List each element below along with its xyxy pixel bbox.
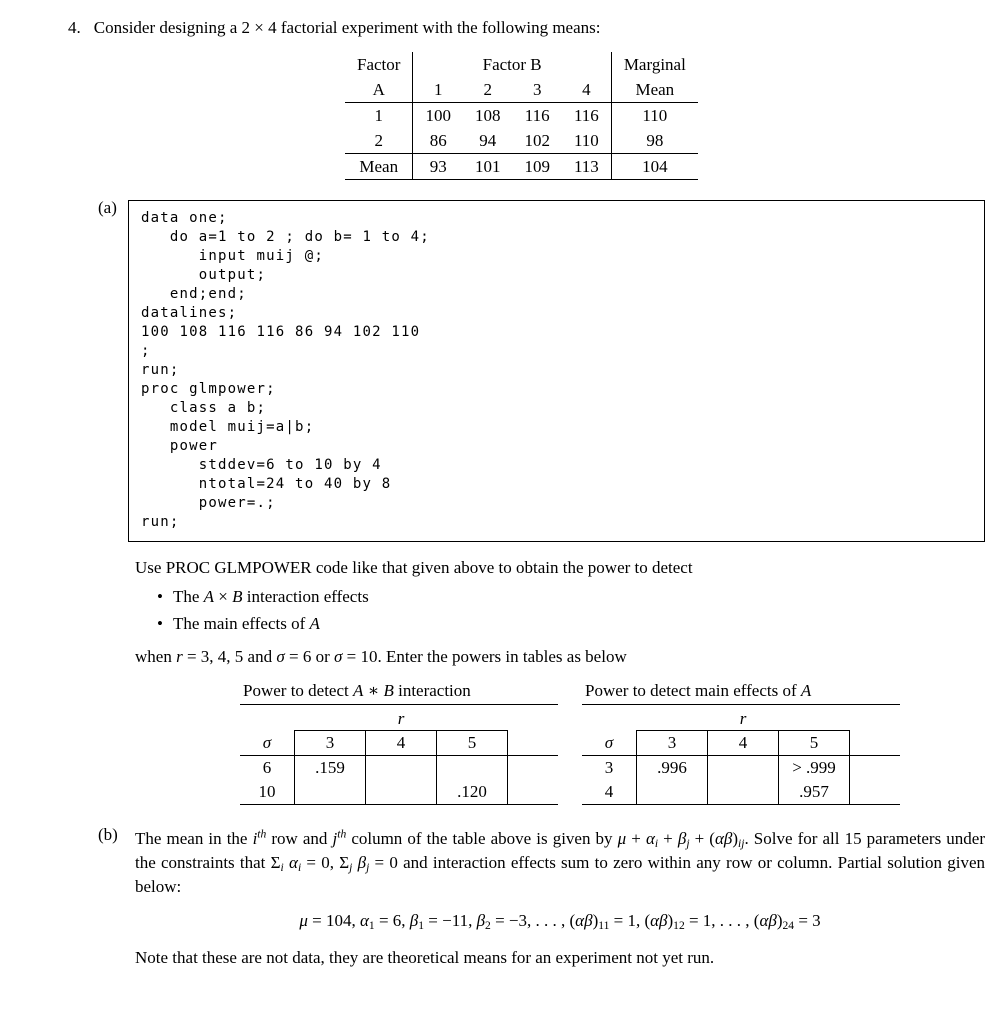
note-line: Note that these are not data, they are theoretical means for an experiment not yet run. <box>135 948 715 967</box>
row-label: 10 <box>240 780 295 805</box>
header-cell-a: A <box>345 77 413 103</box>
spacer-cell <box>508 780 559 805</box>
cell: 100 <box>425 105 451 125</box>
cell-marginal: 104 <box>611 154 698 180</box>
row-label: 6 <box>262 758 272 777</box>
table-row <box>240 780 558 805</box>
table-row <box>582 756 900 781</box>
cell: 93 <box>413 154 463 180</box>
power-table-main-effects-title: Power to detect main effects of A <box>582 681 900 705</box>
cell <box>366 780 437 805</box>
table-row <box>345 103 698 129</box>
power-table-interaction-grid <box>240 708 558 805</box>
cell <box>295 780 366 805</box>
bullet-list <box>0 587 1004 634</box>
header-cell: 4 <box>562 77 611 103</box>
header-cell: 5 <box>437 731 508 756</box>
row-label: 3 <box>604 758 614 777</box>
spacer-cell <box>850 780 901 805</box>
row-label: 1 <box>345 103 413 129</box>
problem-number: 4. <box>68 18 81 37</box>
header-cell: 1 <box>413 77 463 103</box>
spacer-cell <box>850 756 901 781</box>
table-row <box>582 708 900 731</box>
cell: 101 <box>463 154 513 180</box>
part-b-label: (b) <box>98 825 118 844</box>
cell <box>637 780 708 805</box>
cell <box>708 780 779 805</box>
spacer-cell <box>850 731 901 756</box>
r-label: r <box>295 708 508 731</box>
table-row <box>582 780 900 805</box>
cell: .996 <box>637 756 708 781</box>
header-cell: 3 <box>512 77 562 103</box>
bullet-item: • The main effects of A <box>157 614 1004 634</box>
table-row <box>582 731 900 756</box>
cell: 102 <box>512 128 562 154</box>
power-table-main-effects-grid <box>582 708 900 805</box>
header-cell: 5 <box>779 731 850 756</box>
cell: > .999 <box>779 756 850 781</box>
table-row <box>240 756 558 781</box>
table-row <box>345 128 698 154</box>
cell <box>708 756 779 781</box>
cell: .120 <box>437 780 508 805</box>
power-table-interaction-title: Power to detect A ∗ B interaction <box>240 681 558 705</box>
part-b-paragraph: The mean in the $i^{th}$ row and $j^{th}$ column of the table above is given by $\mu + \alpha_i + \beta_j + (\alpha\beta)_{ij}$. Solve for all 15 parameters under the constraints that $\Sigma_i$ $\alpha_i = 0$, $\Sigma_j$ $\beta_j = 0$ and interaction effects sum to zero within any row or column. Partial solution given below: <box>135 827 986 896</box>
cell: 94 <box>463 128 513 154</box>
problem-intro-text: Consider designing a 2 × 4 factorial experiment with the following means: <box>93 18 601 37</box>
spacer-cell <box>508 731 559 756</box>
part-a-label: (a) <box>98 198 117 217</box>
cell-marginal: 110 <box>642 105 668 125</box>
cell: .957 <box>779 780 850 805</box>
header-cell: 3 <box>637 731 708 756</box>
header-cell-marginal: Marginal <box>623 54 686 74</box>
cell-marginal: 98 <box>611 128 698 154</box>
page <box>0 18 1004 1030</box>
table-row <box>345 77 698 103</box>
part-a-section <box>98 200 985 542</box>
bullet-item: • The A × B interaction effects <box>157 587 1004 607</box>
power-table-interaction <box>240 681 558 805</box>
partial-solution-equation: μ = 104, $\alpha_1 = 6$, $\beta_1 = -11$, $\beta_2 = -3$, . . . , $(\alpha\beta)_{11} = 1$, $(\alpha\beta)_{12} = 1$, . . . , $(\alpha\beta)_{24} = 3$ <box>299 911 821 933</box>
cell: 110 <box>562 128 611 154</box>
sigma-header: σ <box>582 731 637 756</box>
sas-code: data one; do a=1 to 2 ; do b= 1 to 4; input muij @; output; end;end; datalines; 100 108 116 116 86 94 102 110 ; run; proc glmpower; class a b; model muij=a|b; power stddev=6 to 10 by 4 ntotal=24 to 40 by 8 power=.; run; <box>141 210 430 530</box>
table-row <box>345 52 698 77</box>
header-cell-factor-b: Factor B <box>413 52 611 77</box>
cell: 113 <box>562 154 611 180</box>
row-label: 2 <box>345 128 413 154</box>
table-row <box>240 708 558 731</box>
problem-statement <box>68 18 974 38</box>
header-cell-mean: Mean <box>611 77 698 103</box>
spacer-cell <box>582 708 637 731</box>
instructions-lead: Use PROC GLMPOWER code like that given above to obtain the power to detect <box>135 558 693 577</box>
sas-code-box <box>128 200 985 542</box>
spacer-cell <box>508 756 559 781</box>
cell <box>366 756 437 781</box>
cell: 86 <box>413 128 463 154</box>
factor-means-table <box>345 52 698 180</box>
cell: 116 <box>562 103 611 129</box>
cell: 109 <box>512 154 562 180</box>
row-label: 4 <box>582 780 637 805</box>
header-cell-factor: Factor <box>345 52 413 77</box>
row-label: Mean <box>345 154 413 180</box>
part-b-section <box>98 827 985 899</box>
header-cell: 3 <box>295 731 366 756</box>
spacer-cell <box>240 708 295 731</box>
r-label: r <box>637 708 850 731</box>
header-cell: 2 <box>463 77 513 103</box>
cell: .159 <box>295 756 366 781</box>
table-row <box>345 154 698 180</box>
table-row <box>240 731 558 756</box>
spacer-cell <box>850 708 901 731</box>
header-cell: 4 <box>708 731 779 756</box>
cell: 116 <box>524 105 550 125</box>
power-table-main-effects <box>582 681 900 805</box>
power-tables-row <box>240 681 1004 805</box>
spacer-cell <box>508 708 559 731</box>
cell <box>437 756 508 781</box>
sigma-header: σ <box>240 731 295 756</box>
header-cell: 4 <box>366 731 437 756</box>
cell: 108 <box>474 105 501 125</box>
when-line: when r = 3, 4, 5 and σ = 6 or σ = 10. Enter the powers in tables as below <box>135 647 627 666</box>
